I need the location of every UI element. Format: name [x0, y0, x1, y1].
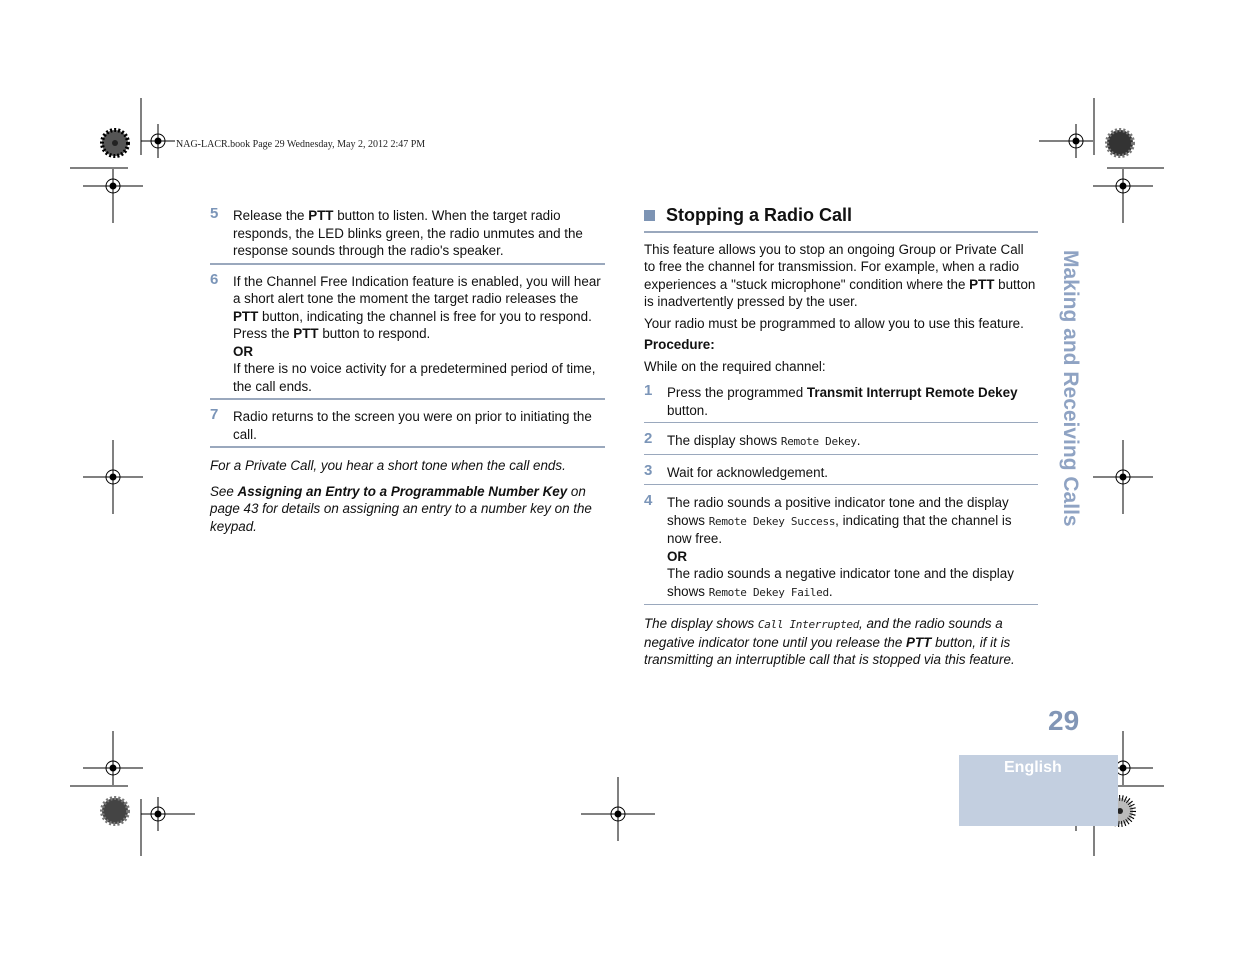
step-number: 7: [210, 406, 219, 423]
body-text: This feature allows you to stop an ongoing Group or Private Call to free the channel for transmission. For example, when a radio experiences a "stuck microphone" condition where the: [644, 241, 1024, 292]
step-text: button.: [667, 402, 708, 418]
step-text: , indicating that the channel is now free.: [667, 512, 1012, 546]
step-text: The radio sounds a negative indicator tone and the display shows: [667, 566, 1014, 599]
button-name-label: Transmit Interrupt Remote Dekey: [806, 385, 1018, 400]
left-column: [210, 207, 605, 535]
note-private-call: For a Private Call, you hear a short tone when the call ends.: [210, 458, 566, 473]
requirement-paragraph: Your radio must be programmed to allow you to use this feature.: [644, 315, 1024, 331]
display-text: Remote Dekey Failed: [708, 585, 829, 599]
registration-target-icon: [83, 731, 143, 785]
cross-reference-link[interactable]: Assigning an Entry to a Programmable Number Key: [237, 483, 568, 499]
step-number: 1: [644, 382, 653, 399]
body-text: button is inadvertently pressed by the user.: [644, 276, 1036, 309]
note-text: button, if it is transmitting an interruptible call that is stopped via this feature.: [644, 634, 1015, 667]
section-heading: [644, 207, 1038, 233]
step-2: [644, 432, 1038, 455]
or-label: OR: [667, 548, 688, 564]
step-text: Radio returns to the screen you were on prior to initiating the call.: [233, 409, 592, 442]
step-text: Press the programmed: [667, 385, 807, 400]
step-text: button to listen. When the target radio responds, the LED blinks green, the radio unmutes and the response sounds through the radio's speaker.: [233, 208, 583, 258]
step-text: .: [828, 583, 833, 599]
step-text: button to respond.: [318, 326, 431, 341]
step-3: [644, 461, 1038, 486]
registration-target-icon: [581, 777, 655, 841]
step-number: 6: [210, 270, 219, 288]
step-text: Wait for acknowledgement.: [667, 464, 829, 480]
step-text: The display shows: [667, 433, 781, 448]
while-text: While on the required channel:: [644, 358, 826, 374]
step-6: [210, 270, 605, 401]
intro-paragraph: [644, 241, 1038, 311]
registration-target-icon: [83, 440, 143, 514]
chapter-side-tab: [1052, 250, 1092, 550]
step-text: .: [856, 433, 861, 448]
note-text: , and the radio sounds a negative indicator tone until you release the: [644, 616, 1003, 650]
note-text: on page 43 for details on assigning an entry to a number key on the keypad.: [210, 483, 592, 534]
ptt-label: PTT: [293, 326, 319, 341]
heading-square-icon: [644, 210, 655, 221]
right-column: [644, 207, 1038, 669]
note-see-also: [210, 483, 605, 536]
procedure-label: Procedure:: [644, 337, 715, 352]
step-text: button, indicating the channel is free for you to respond. Press the: [233, 308, 592, 341]
ptt-label: PTT: [969, 276, 995, 292]
note-call-interrupted: [644, 615, 1038, 669]
registration-target-icon: [141, 797, 195, 831]
step-number: 4: [644, 492, 653, 509]
registration-target-icon: [83, 169, 143, 223]
color-wheel-icon: [102, 798, 128, 824]
registration-target-icon: [141, 124, 175, 158]
page-number: 29: [1048, 705, 1080, 736]
step-1: [644, 384, 1038, 423]
file-header-line: NAG-LACR.book Page 29 Wednesday, May 2, 2012 2:47 PM: [176, 139, 426, 150]
step-text: The radio sounds a positive indicator tone and the display shows: [667, 495, 1009, 528]
ptt-label: PTT: [906, 634, 932, 650]
step-text: Release the: [233, 208, 309, 223]
step-number: 3: [644, 461, 653, 479]
ptt-label: PTT: [308, 208, 334, 223]
display-text: Call Interrupted: [757, 618, 860, 631]
registration-target-icon: [1039, 124, 1093, 158]
step-4: [644, 494, 1038, 605]
color-wheel-icon: [102, 130, 128, 156]
registration-target-icon: [1093, 169, 1153, 223]
or-label: OR: [233, 343, 254, 359]
note-text: See: [210, 483, 238, 499]
registration-target-icon: [1093, 440, 1153, 514]
step-text: If there is no voice activity for a predetermined period of time, the call ends.: [233, 361, 596, 394]
step-text: If the Channel Free Indication feature is enabled, you will hear a short alert tone the moment the target radio releases the: [233, 273, 601, 306]
language-tab: [959, 755, 1118, 826]
section-title: Stopping a Radio Call: [666, 205, 853, 225]
step-number: 2: [644, 430, 653, 447]
note-text: The display shows: [644, 616, 758, 631]
step-5: [210, 207, 605, 265]
display-text: Remote Dekey: [780, 435, 857, 448]
language-label: English: [1004, 759, 1062, 776]
step-number: 5: [210, 205, 219, 222]
chapter-title: Making and Receiving Calls: [1059, 250, 1082, 527]
display-text: Remote Dekey Success: [708, 514, 836, 528]
ptt-label: PTT: [233, 308, 259, 324]
color-wheel-icon: [1107, 130, 1133, 156]
step-7: [210, 408, 605, 448]
